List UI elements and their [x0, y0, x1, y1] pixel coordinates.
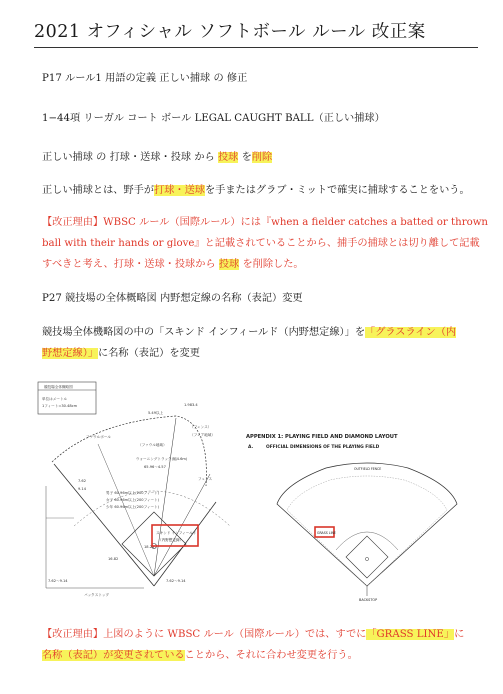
footer-post: ことから、それに合わせ変更を行う。 — [184, 650, 358, 661]
skinned-infield-label: スキンド インフィールド — [156, 531, 197, 535]
highlight-grass-line-2: 野想定線）」 — [42, 348, 99, 359]
foul-pole-label: ファウルポール — [86, 435, 111, 439]
svg-text:7.62: 7.62 — [78, 479, 87, 483]
reason-line-1: 【改正理由】WBSC ルール（国際ルール）には『when a fielder catches a batted or thrown — [42, 217, 488, 228]
section2-body-pre: 競技場全体機略図の中の「スキンド インフィールド（内野想定線）」を — [42, 327, 366, 338]
field-diagrams — [34, 376, 478, 602]
svg-text:7.62〜9.14: 7.62〜9.14 — [166, 579, 186, 583]
highlight-name-changed: 名称（表記）が変更されている — [42, 650, 185, 661]
svg-text:（ファウル地域）: （ファウル地域） — [138, 443, 167, 447]
reason-paragraph — [42, 212, 488, 275]
svg-text:BACKSTOP: BACKSTOP — [359, 598, 378, 602]
section2-body — [42, 322, 488, 364]
svg-text:（内野想定線）: （内野想定線） — [158, 538, 184, 542]
svg-text:（フェア地域）: （フェア地域） — [190, 433, 215, 437]
footer-pre: 【改正理由】上図のように WBSC ルール（国際ルール）では、すでに — [42, 629, 367, 640]
warning-track-label: ウォーニングトラック(幅4.6m) — [136, 457, 188, 461]
svg-text:男子 60.96m以上(200フィート): 男子 60.96m以上(200フィート) — [106, 491, 160, 495]
section2-heading: P27 競技場の全体概略図 内野想定線の名称（表記）変更 — [42, 293, 303, 304]
footer-mid: に — [454, 629, 465, 640]
appendix-subtitle: OFFICIAL DIMENSIONS OF THE PLAYING FIELD — [266, 445, 380, 450]
highlight-grass-line-1: 「グラスライン（内 — [365, 327, 457, 338]
outfield-fan — [277, 463, 457, 586]
legend-unit: 単位はメートル — [42, 397, 68, 401]
highlight-pitch: 投球 — [217, 152, 239, 163]
svg-text:18.28: 18.28 — [144, 545, 155, 549]
svg-text:5.49以上: 5.49以上 — [148, 411, 164, 415]
left-foul-line — [54, 464, 154, 586]
legend-foot: 1フィート=30.48cm — [42, 404, 78, 408]
diamond — [346, 536, 388, 578]
reason-line-3: すべきと考え、打球・送球・投球から 投球 を削除した。 — [42, 259, 304, 270]
svg-text:7.62〜9.14: 7.62〜9.14 — [48, 579, 68, 583]
svg-text:女子 60.96m以上(200フィート): 女子 60.96m以上(200フィート) — [106, 498, 160, 502]
right-foul-line — [154, 502, 216, 586]
highlight-delete: 削除 — [251, 152, 273, 163]
grass-line-label: GRASS LINE — [317, 531, 336, 535]
definition-post: を手またはグラブ・ミットで確実に捕球することをいう。 — [205, 185, 470, 196]
highlight-grass-line-en: 「GRASS LINE」 — [366, 629, 455, 640]
section1-item: 1−44項 リーガル コート ボール LEGAL CAUGHT BALL（正しい捕球） — [42, 113, 385, 124]
reason-line-2: ball with their hands or glove』と記載されていることから、捕手の捕球とは切り離して記載 — [42, 238, 480, 249]
svg-text:少年 60.96m以上(200フィート): 少年 60.96m以上(200フィート) — [106, 505, 160, 509]
svg-text:OUTFIELD FENCE: OUTFIELD FENCE — [354, 467, 382, 471]
svg-text:A.: A. — [248, 445, 254, 450]
svg-text:フェンス: フェンス — [198, 477, 213, 481]
footer-reason — [42, 624, 488, 666]
svg-text:65.96〜4.57: 65.96〜4.57 — [144, 465, 166, 469]
section2-body-post: に名称（表記）を変更 — [98, 348, 200, 359]
definition-line — [42, 181, 470, 196]
title-underline — [34, 47, 478, 48]
change-text: 正しい捕球 の 打球・送球・投球 から — [42, 152, 218, 163]
highlight-batted-thrown: 打球・送球 — [154, 185, 205, 196]
section1-change-line — [42, 148, 272, 163]
appendix-title: APPENDIX 1: PLAYING FIELD AND DIAMOND LAYOUT — [246, 434, 398, 440]
right-field-diagram — [246, 434, 457, 602]
fence-arc — [52, 416, 206, 486]
infield-diamond — [122, 512, 186, 576]
document-title: 2021 オフィシャル ソフトボール ルール 改正案 — [34, 22, 426, 42]
legend-title: 競技場全体概略図 — [44, 385, 73, 389]
definition-pre: 正しい捕球とは、野手が — [42, 185, 155, 196]
svg-text:（フェンス）: （フェンス） — [190, 425, 212, 429]
svg-text:バックストップ: バックストップ — [84, 593, 110, 597]
change-text-mid: を — [238, 152, 252, 163]
left-field-diagram — [38, 382, 230, 597]
svg-text:9.14: 9.14 — [78, 487, 87, 491]
svg-text:16.82: 16.82 — [108, 557, 119, 561]
section1-heading: P17 ルール1 用語の定義 正しい捕球 の 修正 — [42, 73, 248, 84]
highlight-reason-pitch: 投球 — [218, 259, 240, 270]
svg-text:1.983.4: 1.983.4 — [184, 403, 198, 407]
